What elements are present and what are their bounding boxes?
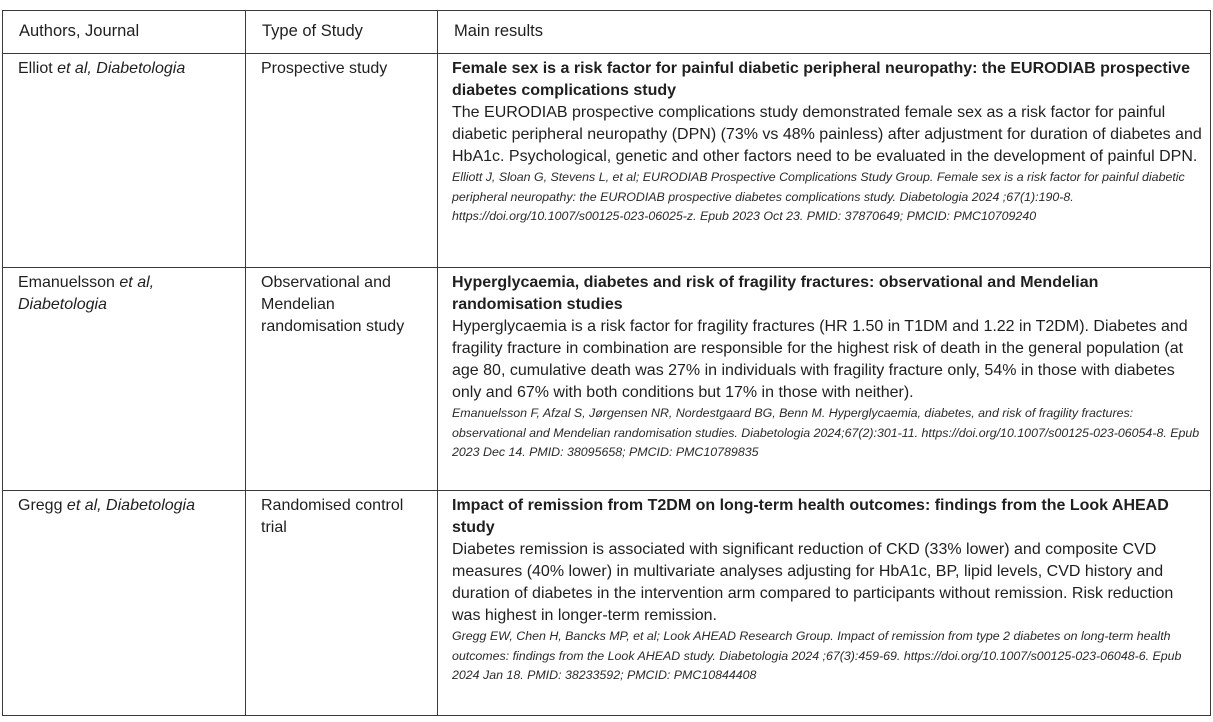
table-row [3,491,1211,716]
author-name: Emanuelsson [18,274,115,291]
header-main-results: Main results [438,11,1211,54]
results-table [2,10,1211,716]
author-journal: et al, Diabetologia [57,60,186,77]
result-reference: Elliott J, Sloan G, Stevens L, et al; EURODIAB Prospective Complications Study Group. Female sex is a risk factor for painful diabetic peripheral neuropathy: the EURODIAB prospective diabetes complications study. Diabetologia 2024 ;67(1):190-8. https://doi.org/10.1007/s00125-023-06025-z. Epub 2023 Oct 23. PMID: 37870649; PMCID: PMC10709240 [452,170,1185,223]
cell-main-results [438,54,1211,268]
cell-author [3,268,246,491]
cell-study-type: Prospective study [246,54,438,268]
result-reference: Emanuelsson F, Afzal S, Jørgensen NR, Nordestgaard BG, Benn M. Hyperglycaemia, diabetes, and risk of fragility fractures: observational and Mendelian randomisation studies. Diabetologia 2024;67(2):301-11. https://doi.org/10.1007/s00125-023-06054-8. Epub 2023 Dec 14. PMID: 38095658; PMCID: PMC10789835 [452,406,1200,459]
cell-main-results [438,268,1211,491]
cell-study-type: Randomised control trial [246,491,438,716]
author-journal: et al, Diabetologia [18,274,155,313]
header-type-of-study: Type of Study [246,11,438,54]
result-reference: Gregg EW, Chen H, Bancks MP, et al; Look AHEAD Research Group. Impact of remission from type 2 diabetes on long-term health outcomes: findings from the Look AHEAD study. Diabetologia 2024 ;67(3):459-69. https://doi.org/10.1007/s00125-023-06048-6. Epub 2024 Jan 18. PMID: 38233592; PMCID: PMC10844408 [452,629,1182,682]
table-row [3,268,1211,491]
header-authors-journal: Authors, Journal [3,11,246,54]
result-summary: Hyperglycaemia is a risk factor for fragility fractures (HR 1.50 in T1DM and 1.22 in T2DM). Diabetes and fragility fracture in combination are responsible for the highest risk of death in the general population (at age 80, cumulative death was 27% in individuals with fragility fracture only, 54% in those with diabetes only and 67% with both conditions but 17% in those with neither). [452,318,1188,401]
table-row [3,54,1211,268]
author-name: Gregg [18,497,63,514]
result-title: Hyperglycaemia, diabetes and risk of fragility fractures: observational and Mendelian randomisation studies [452,274,1099,313]
cell-author [3,54,246,268]
cell-author [3,491,246,716]
table-header-row [3,11,1211,54]
cell-main-results [438,491,1211,716]
result-summary: The EURODIAB prospective complications study demonstrated female sex as a risk factor for painful diabetic peripheral neuropathy (DPN) (73% vs 48% painless) after adjustment for duration of diabetes and HbA1c. Psychological, genetic and other factors need to be evaluated in the development of painful DPN. [452,104,1202,165]
result-title: Female sex is a risk factor for painful diabetic peripheral neuropathy: the EURODIAB prospective diabetes complications study [452,60,1190,99]
result-summary: Diabetes remission is associated with significant reduction of CKD (33% lower) and composite CVD measures (40% lower) in multivariate analyses adjusting for HbA1c, BP, lipid levels, CVD history and duration of diabetes in the intervention arm compared to participants without remission. Risk reduction was highest in longer-term remission. [452,541,1174,624]
cell-study-type: Observational and Mendelian randomisation study [246,268,438,491]
author-name: Elliot [18,60,53,77]
result-title: Impact of remission from T2DM on long-term health outcomes: findings from the Look AHEAD study [452,497,1169,536]
author-journal: et al, Diabetologia [66,497,196,514]
